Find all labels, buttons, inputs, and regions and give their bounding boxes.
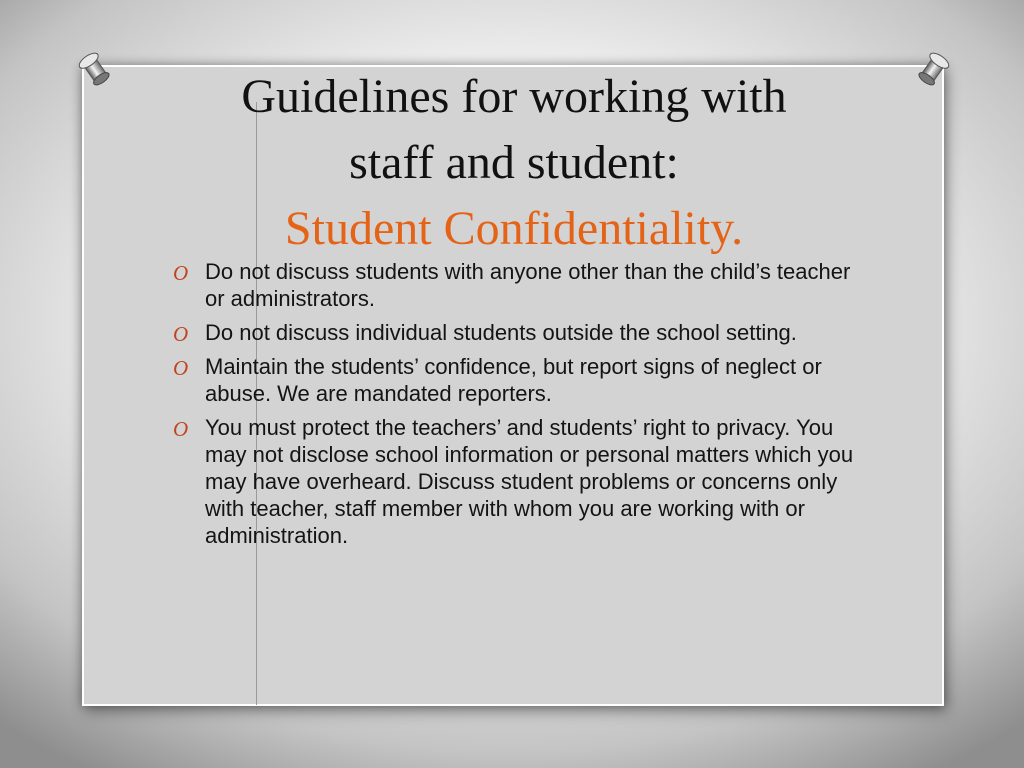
title-line: Guidelines for working with bbox=[241, 70, 787, 123]
bullet-marker: O bbox=[173, 417, 189, 441]
bullet-item bbox=[170, 414, 860, 549]
bullet-marker: O bbox=[173, 356, 189, 380]
bullet-item bbox=[170, 258, 860, 312]
slide-subtitle: Student Confidentiality. bbox=[284, 202, 744, 255]
bullet-marker: O bbox=[173, 322, 189, 346]
slide-title bbox=[96, 64, 932, 262]
bullet-item bbox=[170, 319, 860, 346]
bullet-text: You must protect the teachers’ and students’ right to privacy. You may not disclose school information or personal matters which you may have overheard. Discuss student problems or concerns only with teacher, staff member with whom you are working with or administration. bbox=[205, 415, 854, 548]
title-line: staff and student: bbox=[349, 136, 679, 189]
bullet-text: Maintain the students’ confidence, but report signs of neglect or abuse. We are mandated reporters. bbox=[205, 354, 822, 406]
bullet-marker: O bbox=[173, 261, 189, 285]
bullet-text: Do not discuss students with anyone other than the child’s teacher or administrators. bbox=[205, 259, 851, 311]
bullet-item bbox=[170, 353, 860, 407]
bullet-text: Do not discuss individual students outside the school setting. bbox=[205, 320, 797, 345]
bullet-list bbox=[170, 258, 860, 556]
